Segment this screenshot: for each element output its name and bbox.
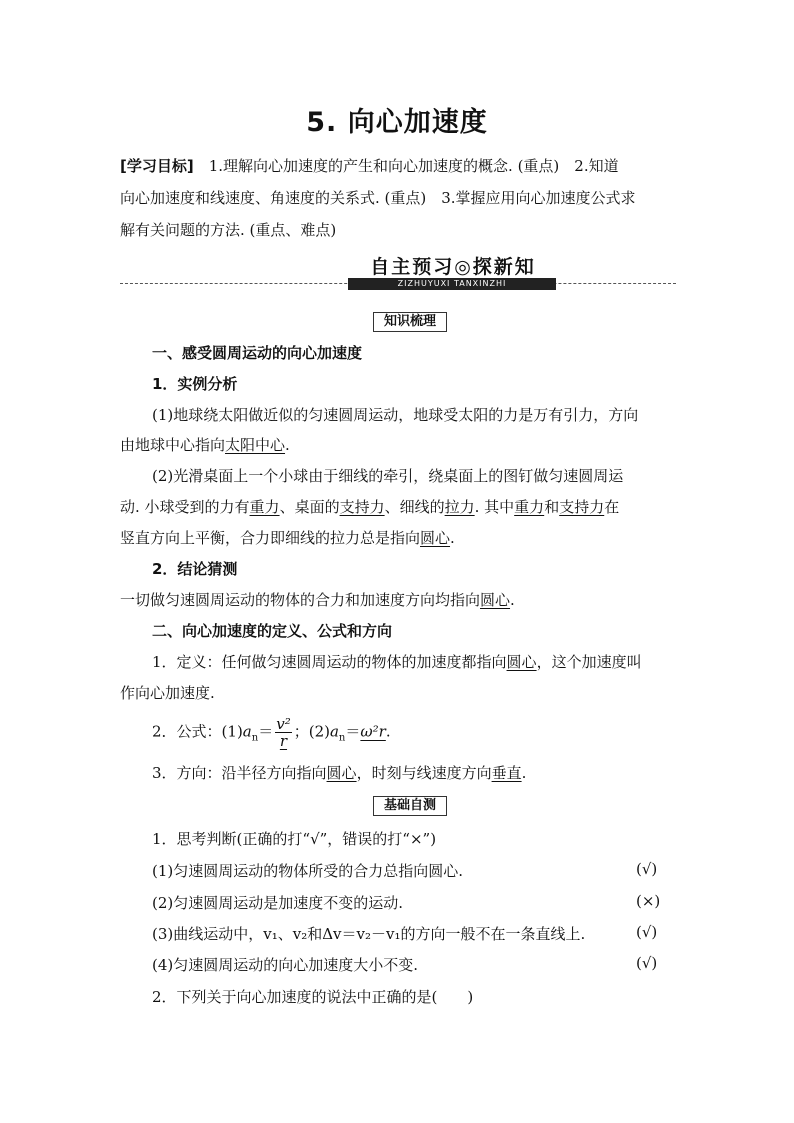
objectives-label: [学习目标] (120, 157, 194, 175)
knowledge-tag (360, 312, 460, 330)
objectives-line-3: 解有关问题的方法. (重点、难点) (120, 221, 337, 239)
formula-omega-r: ω²r (360, 722, 386, 741)
formula-line: 2．公式：$(1)a_n=$ $\frac{\text{v²}}{r}$ ；$(2)a_n=\omega^2r$. (152, 715, 391, 750)
section-2-heading: 二、向心加速度的定义、公式和方向 (152, 622, 393, 640)
direction-line: 3．方向：沿半径方向指向圆心，时刻与线速度方向垂直. (152, 764, 527, 782)
paragraph-ball-line-1: (2)光滑桌面上一个小球由于细线的牵引，绕桌面上的图钉做匀速圆周运 (152, 467, 624, 485)
banner-title: 自主预习◎探新知 (370, 256, 536, 278)
judge-mark: (√) (636, 923, 658, 941)
judge-mark: (√) (636, 860, 658, 878)
formula-fraction (275, 716, 292, 749)
answer-circle-center-4: 圆心 (326, 764, 357, 782)
formula-denominator: r (279, 732, 288, 750)
knowledge-tag-label: 知识梳理 (373, 312, 447, 332)
answer-gravity: 重力 (249, 498, 280, 516)
answer-support-force-2: 支持力 (559, 498, 605, 516)
definition-line-2: 作向心加速度. (120, 684, 215, 702)
paragraph-earth-line-1: (1)地球绕太阳做近似的匀速圆周运动，地球受太阳的力是万有引力，方向 (152, 406, 639, 424)
formula-numerator: v² (276, 715, 291, 733)
answer-circle-center-3: 圆心 (506, 653, 537, 671)
paragraph-earth-line-2: 由地球中心指向太阳中心. (120, 436, 290, 454)
subheading-examples: 1．实例分析 (152, 375, 238, 393)
section-1-heading: 一、感受圆周运动的向心加速度 (152, 344, 363, 362)
objectives-line-2: 向心加速度和线速度、角速度的关系式. (重点) 3.掌握应用向心加速度公式求 (120, 189, 636, 207)
selftest-tag (360, 796, 460, 814)
answer-tension: 拉力 (444, 498, 475, 516)
selftest-tag-label: 基础自测 (373, 796, 447, 816)
answer-circle-center-2: 圆心 (480, 591, 511, 609)
question-2: 2．下列关于向心加速度的说法中正确的是( ) (152, 988, 474, 1006)
paragraph-conclusion: 一切做匀速圆周运动的物体的合力和加速度方向均指向圆心. (120, 591, 515, 609)
section-banner (120, 252, 676, 292)
answer-sun-center: 太阳中心 (225, 436, 286, 454)
question-1: 1．思考判断(正确的打“√”，错误的打“×”) (152, 830, 437, 848)
judge-item: (4)匀速圆周运动的向心加速度大小不变. (152, 956, 419, 974)
answer-circle-center: 圆心 (420, 529, 451, 547)
learning-objectives (120, 150, 676, 246)
paragraph-ball-line-2: 动. 小球受到的力有重力、桌面的支持力、细线的拉力. 其中重力和支持力在 (120, 498, 620, 516)
judge-mark: (√) (636, 954, 658, 972)
judge-mark: (×) (636, 892, 661, 910)
definition-line-1: 1．定义：任何做匀速圆周运动的物体的加速度都指向圆心，这个加速度叫 (152, 653, 642, 671)
judge-item: (1)匀速圆周运动的物体所受的合力总指向圆心. (152, 862, 464, 880)
banner-box (356, 252, 550, 280)
judge-item: (3)曲线运动中，v₁、v₂和Δv＝v₂－v₁的方向一般不在一条直线上. (152, 925, 586, 943)
objectives-line-1: [学习目标] 1.理解向心加速度的产生和向心加速度的概念. (重点) 2.知道 (120, 157, 619, 175)
subheading-conclusion: 2．结论猜测 (152, 560, 238, 578)
answer-support-force: 支持力 (339, 498, 385, 516)
answer-gravity-2: 重力 (514, 498, 545, 516)
answer-perpendicular: 垂直 (491, 764, 522, 782)
banner-subtitle: ZIZHUYUXI TANXINZHI (348, 278, 556, 290)
judge-item: (2)匀速圆周运动是加速度不变的运动. (152, 894, 404, 912)
page-title: 5. 向心加速度 (306, 107, 488, 138)
paragraph-ball-line-3: 竖直方向上平衡，合力即细线的拉力总是指向圆心. (120, 529, 455, 547)
